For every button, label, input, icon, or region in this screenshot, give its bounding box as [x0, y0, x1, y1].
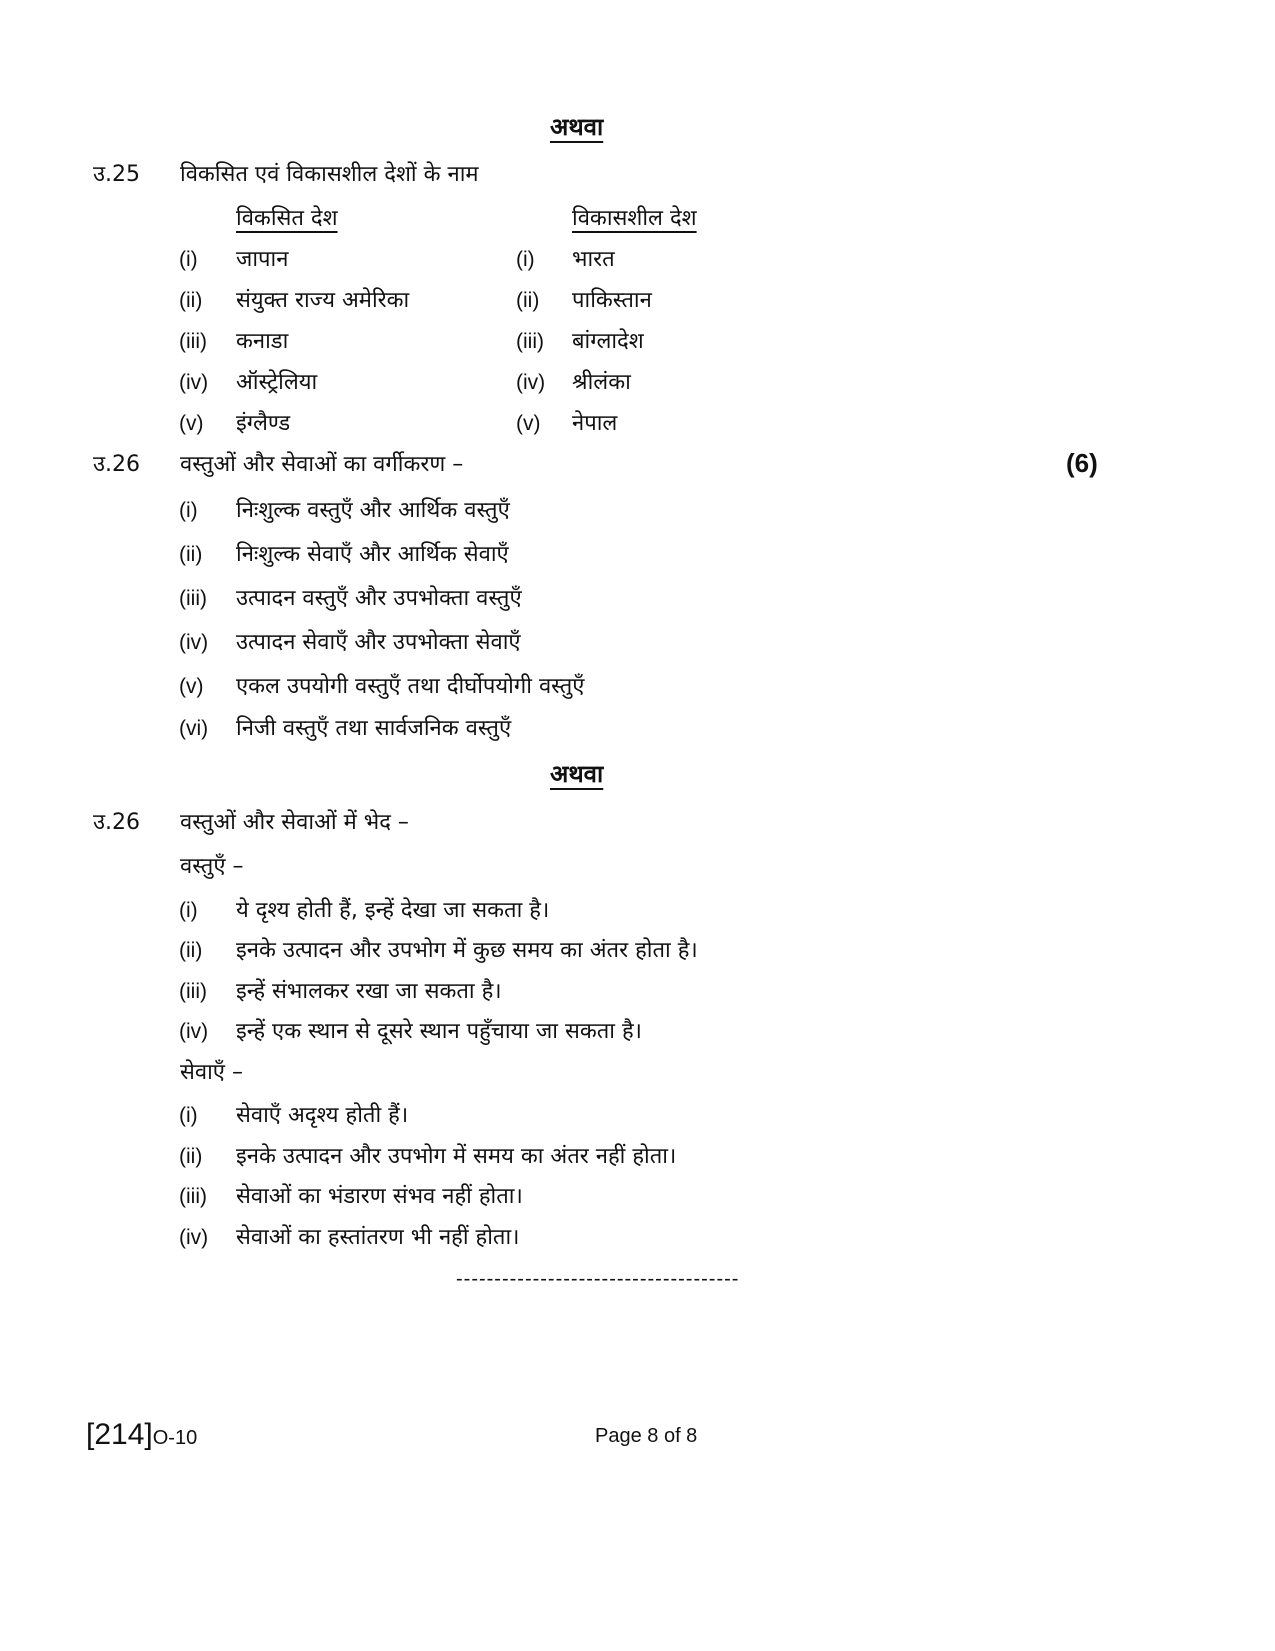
- q25-title: विकसित एवं विकासशील देशों के नाम: [180, 162, 479, 187]
- end-divider: -------------------------------------: [456, 1268, 740, 1290]
- list-item: इंग्लैण्ड: [236, 411, 291, 436]
- list-item: इनके उत्पादन और उपभोग में समय का अंतर नहीं होता।: [236, 1144, 677, 1169]
- list-item: निःशुल्क सेवाएँ और आर्थिक सेवाएँ: [236, 542, 509, 567]
- list-item: जापान: [236, 247, 289, 272]
- goods-subheading: वस्तुएँ –: [180, 854, 244, 879]
- list-item-number: (ii): [516, 289, 540, 312]
- list-item: संयुक्त राज्य अमेरिका: [236, 288, 410, 313]
- q26-alt-number: उ.26: [93, 810, 141, 835]
- list-item-number: (iii): [516, 330, 544, 353]
- list-item: इन्हें एक स्थान से दूसरे स्थान पहुँचाया जा सकता है।: [236, 1019, 643, 1044]
- list-item: इनके उत्पादन और उपभोग में कुछ समय का अंतर होता है।: [236, 938, 698, 963]
- page-number: Page 8 of 8: [595, 1425, 698, 1447]
- list-item-number: (ii): [179, 289, 203, 312]
- q25-number: उ.25: [93, 162, 141, 187]
- list-item: सेवाएँ अदृश्य होती हैं।: [236, 1103, 409, 1128]
- q25-developed-header: विकसित देश: [236, 206, 338, 231]
- list-item: ऑस्ट्रेलिया: [236, 370, 318, 395]
- marks-badge: (6): [1066, 448, 1098, 478]
- list-item-number: (i): [179, 248, 198, 271]
- list-item-number: (i): [516, 248, 535, 271]
- list-item-number: (i): [179, 899, 198, 922]
- list-item: उत्पादन सेवाएँ और उपभोक्ता सेवाएँ: [236, 630, 521, 655]
- paper-code-sub: O-10: [152, 1427, 198, 1449]
- list-item: एकल उपयोगी वस्तुएँ तथा दीर्घोपयोगी वस्तुएँ: [236, 674, 585, 699]
- list-item: उत्पादन वस्तुएँ और उपभोक्ता वस्तुएँ: [236, 586, 522, 611]
- list-item: कनाडा: [236, 329, 289, 354]
- list-item-number: (i): [179, 499, 198, 522]
- list-item-number: (ii): [179, 1145, 203, 1168]
- list-item-number: (ii): [179, 939, 203, 962]
- paper-code: [86, 1418, 197, 1452]
- list-item-number: (ii): [179, 543, 203, 566]
- or-heading-1: अथवा: [550, 113, 604, 141]
- list-item-number: (v): [179, 412, 204, 435]
- list-item: निजी वस्तुएँ तथा सार्वजनिक वस्तुएँ: [236, 716, 512, 741]
- list-item: भारत: [572, 247, 615, 272]
- list-item: ये दृश्य होती हैं, इन्हें देखा जा सकता है।: [236, 898, 550, 923]
- list-item-number: (vi): [179, 717, 209, 740]
- services-subheading: सेवाएँ –: [180, 1060, 243, 1085]
- list-item-number: (iii): [179, 587, 207, 610]
- list-item: पाकिस्तान: [572, 288, 652, 313]
- list-item: सेवाओं का हस्तांतरण भी नहीं होता।: [236, 1225, 520, 1250]
- list-item: निःशुल्क वस्तुएँ और आर्थिक वस्तुएँ: [236, 498, 510, 523]
- list-item-number: (v): [516, 412, 541, 435]
- q26-classification-title: वस्तुओं और सेवाओं का वर्गीकरण –: [180, 452, 464, 477]
- list-item: सेवाओं का भंडारण संभव नहीं होता।: [236, 1184, 523, 1209]
- list-item-number: (i): [179, 1104, 198, 1127]
- list-item-number: (iv): [179, 1226, 209, 1249]
- q26-differences-title: वस्तुओं और सेवाओं में भेद –: [180, 810, 409, 835]
- list-item: नेपाल: [572, 411, 618, 436]
- list-item-number: (iv): [179, 1020, 209, 1043]
- list-item-number: (v): [179, 675, 204, 698]
- list-item-number: (iv): [179, 631, 209, 654]
- list-item-number: (iv): [179, 371, 209, 394]
- list-item-number: (iii): [179, 330, 207, 353]
- q25-developing-header: विकासशील देश: [572, 206, 697, 231]
- or-heading-2: अथवा: [550, 760, 604, 788]
- list-item-number: (iii): [179, 1185, 207, 1208]
- list-item: श्रीलंका: [572, 370, 631, 395]
- q26-number: उ.26: [93, 452, 141, 477]
- list-item: बांग्लादेश: [572, 329, 644, 354]
- paper-code-main: [214]: [86, 1418, 153, 1451]
- list-item-number: (iv): [516, 371, 546, 394]
- list-item-number: (iii): [179, 980, 207, 1003]
- list-item: इन्हें संभालकर रखा जा सकता है।: [236, 979, 502, 1004]
